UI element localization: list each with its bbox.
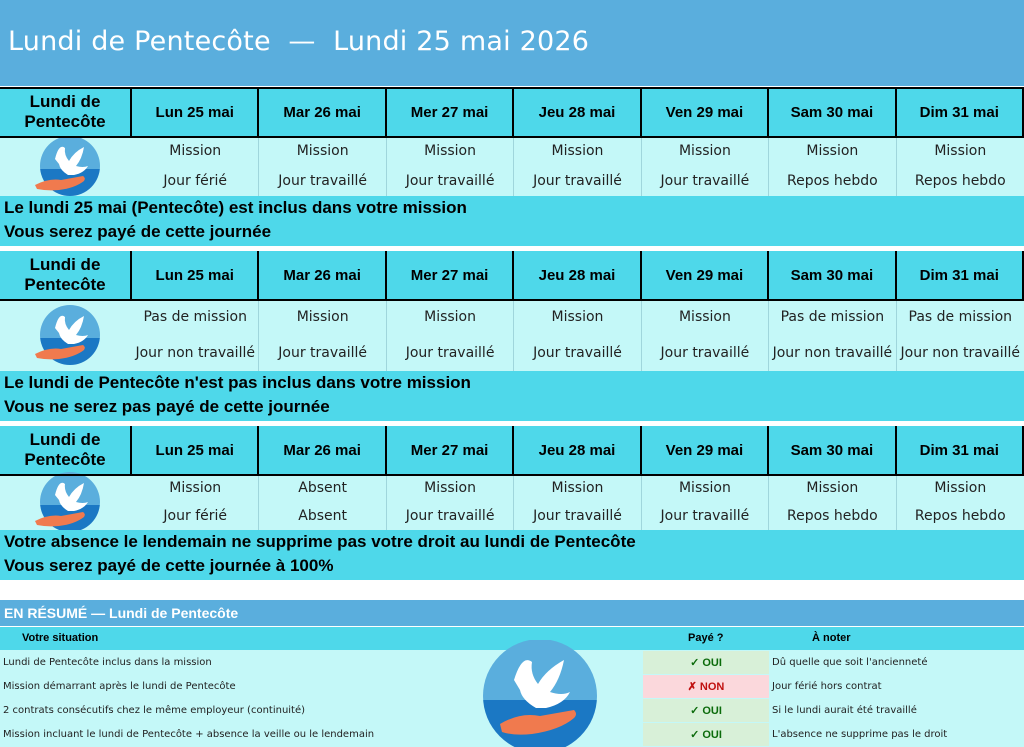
day-cell [259,474,386,530]
day-header: Ven 29 mai [642,88,769,136]
page-title: Lundi de Pentecôte — Lundi 25 mai 2026 [8,26,590,57]
day-status: Jour non travaillé [772,344,893,361]
day-status: Jour non travaillé [135,344,255,361]
day-header: Jeu 28 mai [514,426,641,474]
scenario-icon-cell [0,474,132,530]
mission-status: Mission [678,308,731,325]
scenario-table-1 [0,88,1024,196]
day-header: Sam 30 mai [769,426,896,474]
day-header: Sam 30 mai [769,88,896,136]
day-cell [387,136,514,196]
day-cell [514,136,641,196]
day-header: Dim 31 mai [897,251,1024,299]
paid-badge: ✓ OUI [643,699,769,722]
day-cell [132,136,259,196]
scenario-table-2 [0,251,1024,371]
day-status: Jour travaillé [533,507,622,524]
mission-status: Mission [296,142,349,159]
summary-note: L'absence ne supprime pas le droit [772,729,948,740]
day-status: Repos hebdo [914,172,1006,189]
message-line-2: Vous ne serez pas payé de cette journée [4,397,330,416]
dove-on-hand-icon [27,304,105,366]
day-cell [259,299,386,371]
mission-status: Mission [169,479,222,496]
day-header: Lun 25 mai [132,88,259,136]
first-col-header: Lundi de Pentecôte [0,426,132,474]
day-header: Dim 31 mai [897,88,1024,136]
mission-status: Mission [806,479,859,496]
day-status: Jour travaillé [405,507,495,524]
day-header: Mar 26 mai [259,251,386,299]
col-situation: Votre situation [22,632,99,644]
day-status: Repos hebdo [786,172,878,189]
mission-status: Mission [296,308,349,325]
day-header: Ven 29 mai [642,251,769,299]
day-cell [769,299,896,371]
day-status: Repos hebdo [914,507,1006,524]
summary-note: Dû quelle que soit l'ancienneté [772,657,928,668]
day-status: Jour travaillé [405,172,495,189]
mission-status: Mission [678,142,731,159]
day-status: Jour travaillé [660,172,750,189]
col-paid: Payé ? [688,632,724,644]
message-line-2: Vous serez payé de cette journée à 100% [4,556,334,575]
day-header: Ven 29 mai [642,426,769,474]
summary-note: Si le lundi aurait été travaillé [772,705,917,716]
day-status: Jour férié [163,507,227,524]
dove-on-hand-icon [27,135,105,197]
summary-title: EN RÉSUMÉ — Lundi de Pentecôte [0,600,1024,626]
paid-badge: ✓ OUI [643,651,769,674]
day-cell [642,299,769,371]
day-header: Mer 27 mai [387,251,514,299]
day-header: Mer 27 mai [387,426,514,474]
first-col-header: Lundi de Pentecôte [0,88,132,136]
day-status: Jour non travaillé [900,344,1021,361]
day-header: Mar 26 mai [259,88,386,136]
day-header: Mer 27 mai [387,88,514,136]
day-cell [769,474,896,530]
day-cell [514,474,641,530]
day-cell [132,299,259,371]
mission-status: Mission [551,479,604,496]
day-cell [897,136,1024,196]
day-status: Jour férié [163,172,227,189]
title-bar [0,0,1024,86]
day-status: Jour travaillé [278,172,367,189]
mission-status: Mission [424,479,476,496]
day-status: Jour travaillé [533,344,622,361]
day-status: Jour travaillé [660,344,750,361]
dove-on-hand-icon [27,471,105,533]
mission-status: Mission [551,308,604,325]
day-cell [642,474,769,530]
summary-situation: Mission démarrant après le lundi de Pentecôte [3,681,236,692]
day-cell [897,299,1024,371]
mission-status: Mission [806,142,859,159]
day-status: Jour travaillé [405,344,495,361]
col-note: À noter [812,632,851,644]
mission-status: Mission [934,142,987,159]
day-cell [514,299,641,371]
day-status: Jour travaillé [660,507,750,524]
mission-status: Pas de mission [908,308,1013,325]
message-line-1: Votre absence le lendemain ne supprime pas votre droit au lundi de Pentecôte [4,532,636,551]
mission-status: Mission [169,142,222,159]
summary-situation: Lundi de Pentecôte inclus dans la mission [3,657,212,668]
paid-badge: ✓ OUI [643,723,769,746]
day-status: Jour travaillé [533,172,622,189]
dove-on-hand-icon [480,640,600,747]
day-header: Mar 26 mai [259,426,386,474]
day-cell [642,136,769,196]
scenario-table-3 [0,426,1024,530]
mission-status: Mission [424,308,476,325]
day-cell [769,136,896,196]
scenario-message-3 [0,530,1024,580]
divider [0,87,1024,89]
scenario-icon-cell [0,299,132,371]
divider [0,299,1024,301]
day-cell [387,474,514,530]
summary-situation: Mission incluant le lundi de Pentecôte + absence la veille ou le lendemain [3,729,375,740]
day-status: Jour travaillé [278,344,367,361]
day-header: Lun 25 mai [132,251,259,299]
day-header: Dim 31 mai [897,426,1024,474]
mission-status: Mission [424,142,476,159]
message-line-1: Le lundi de Pentecôte n'est pas inclus dans votre mission [4,373,471,392]
divider [0,474,1024,476]
mission-status: Absent [298,479,347,496]
message-line-2: Vous serez payé de cette journée [4,222,272,241]
scenario-message-2 [0,371,1024,421]
mission-status: Mission [678,479,731,496]
day-header: Jeu 28 mai [514,251,641,299]
day-cell [897,474,1024,530]
mission-status: Pas de mission [780,308,885,325]
scenario-message-1 [0,196,1024,246]
mission-status: Pas de mission [143,308,247,325]
paid-badge: ✗ NON [643,675,769,698]
mission-status: Mission [934,479,987,496]
summary-note: Jour férié hors contrat [772,681,882,692]
day-header: Lun 25 mai [132,426,259,474]
day-cell [132,474,259,530]
day-header: Sam 30 mai [769,251,896,299]
day-header: Jeu 28 mai [514,88,641,136]
divider [0,136,1024,138]
first-col-header: Lundi de Pentecôte [0,251,132,299]
day-status: Repos hebdo [786,507,878,524]
day-cell [259,136,386,196]
scenario-icon-cell [0,136,132,196]
summary-situation: 2 contrats consécutifs chez le même employeur (continuité) [3,705,306,716]
day-status: Absent [298,507,347,524]
message-line-1: Le lundi 25 mai (Pentecôte) est inclus dans votre mission [4,198,467,217]
day-cell [387,299,514,371]
mission-status: Mission [551,142,604,159]
